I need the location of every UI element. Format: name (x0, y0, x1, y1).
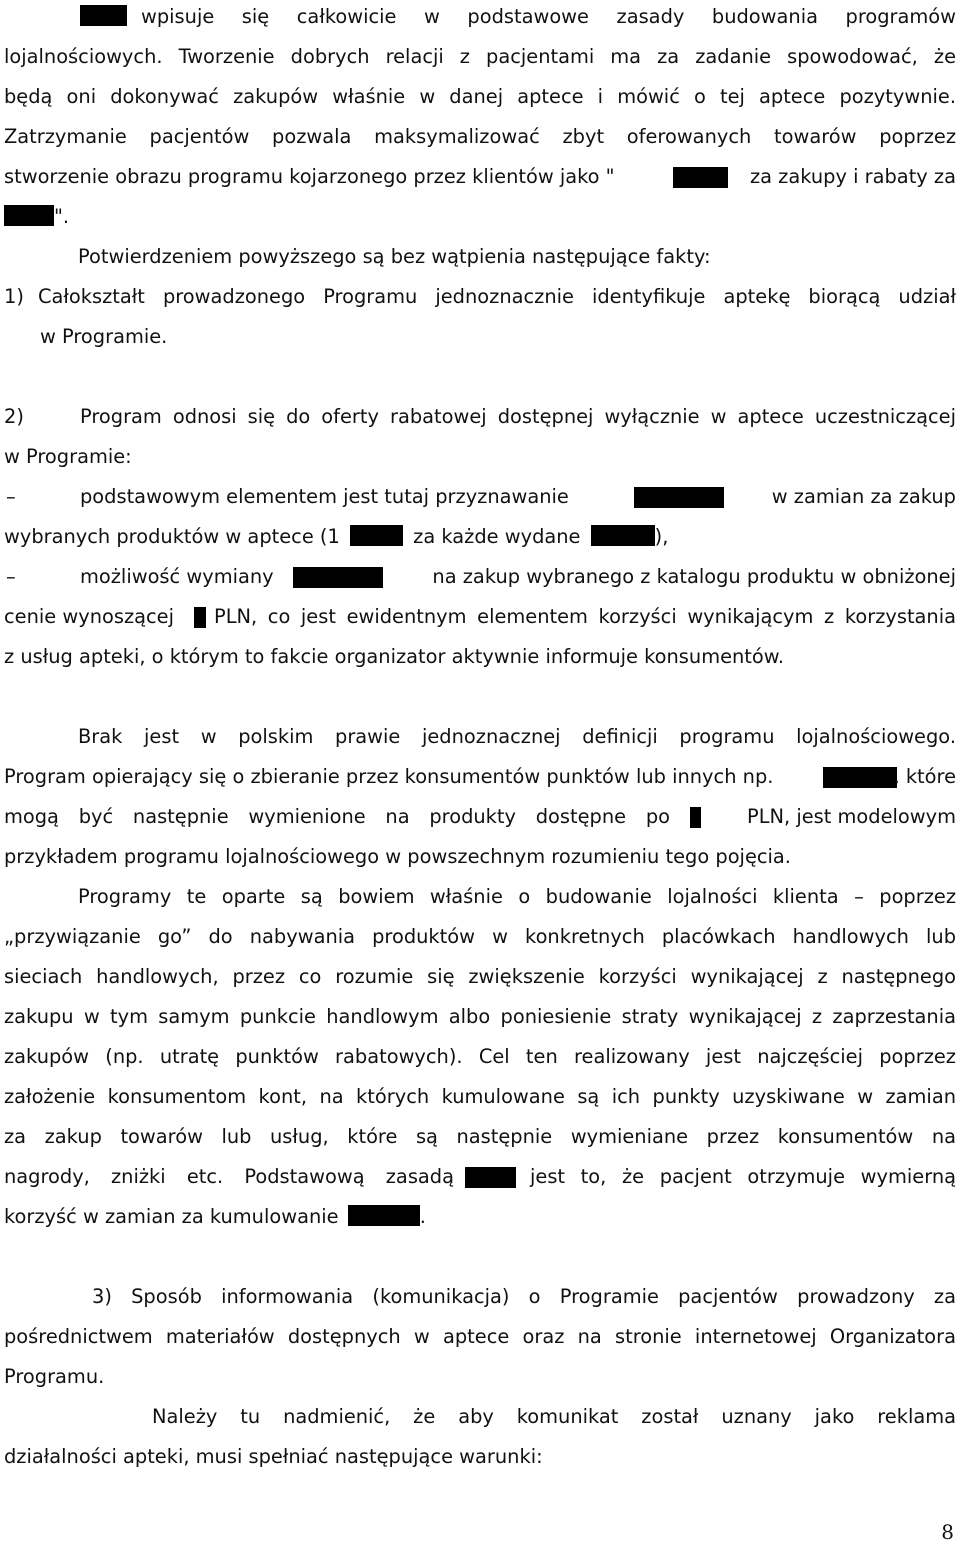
redaction-block (293, 567, 383, 588)
redaction-block (673, 167, 728, 188)
bullet-item: – podstawowym elementem jest tutaj przyznawanie w zamian za zakup (6, 485, 956, 508)
text-line: „przywiązanie go” do nabywania produktów w konkretnych placówkach handlowych lub (4, 925, 956, 948)
redaction-block (591, 525, 655, 546)
text-line: cenie wynoszącej PLN, co jest ewidentnym elementem korzyści wynikającym z korzystania (4, 605, 956, 628)
redaction-block (4, 205, 54, 226)
redaction-block (634, 487, 724, 508)
redaction-block (348, 1205, 420, 1226)
text-line: z usług apteki, o którym to fakcie organizator aktywnie informuje konsumentów. (4, 645, 785, 668)
text-line: 3) Sposób informowania (komunikacja) o Programie pacjentów prowadzony za (92, 1285, 956, 1308)
text-line: przykładem programu lojalnościowego w powszechnym rozumieniu tego pojęcia. (4, 845, 791, 868)
text-line: lojalnościowych. Tworzenie dobrych relacji z pacjentami ma za zadanie spowodować, że (4, 45, 956, 68)
list-item: 2) Program odnosi się do oferty rabatowej dostępnej wyłącznie w aptece uczestniczącej (4, 405, 956, 428)
text-line: ". (4, 197, 956, 237)
text-line: założenie konsumentom kont, na których kumulowane są ich punkty uzyskiwane w zamian (4, 1085, 956, 1108)
text-line: działalności apteki, musi spełniać następujące warunki: (4, 1445, 543, 1468)
text-line: sieciach handlowych, przez co rozumie się zwiększenie korzyści wynikającej z następnego (4, 965, 956, 988)
text-line: korzyść w zamian za kumulowanie . (4, 1205, 426, 1228)
text-line: Programy te oparte są bowiem właśnie o budowanie lojalności klienta – poprzez (78, 885, 956, 908)
redaction-block (194, 607, 206, 628)
text-line: wybranych produktów w aptece (1 za każde wydane ), (4, 525, 669, 548)
text-line: stworzenie obrazu programu kojarzonego przez klientów jako " za zakupy i rabaty za (4, 165, 956, 188)
text-line: mogą być następnie wymienione na produkty dostępne po PLN, jest modelowym (4, 805, 956, 828)
text-line: zakupu w tym samym punkcie handlowym albo poniesienie straty wynikającej z zaprzestania (4, 1005, 956, 1028)
list-item: 1) Całokształt prowadzonego Programu jednoznacznie identyfikuje aptekę biorącą udział (4, 285, 956, 308)
text-line: w Programie. (40, 325, 168, 348)
text-line: Brak jest w polskim prawie jednoznacznej definicji programu lojalnościowego. (78, 725, 956, 748)
redaction-block (465, 1167, 516, 1188)
text-line: Programu. (4, 1365, 105, 1388)
text-line: w Programie: (4, 445, 132, 468)
text-line: wpisuje się całkowicie w podstawowe zasady budowania programów (80, 0, 956, 37)
text-line: Zatrzymanie pacjentów pozwala maksymalizować zbyt oferowanych towarów poprzez (4, 125, 956, 148)
redaction-block (823, 767, 897, 788)
text-line: nagrody, zniżki etc. Podstawową zasadą jest to, że pacjent otrzymuje wymierną (4, 1165, 956, 1188)
text-line: za zakup towarów lub usług, które są następnie wymieniane przez konsumentów na (4, 1125, 956, 1148)
text-line: pośrednictwem materiałów dostępnych w aptece oraz na stronie internetowej Organizatora (4, 1325, 956, 1348)
text-line: Program opierający się o zbieranie przez konsumentów punktów lub innych np. , które (4, 765, 956, 788)
text-line: Potwierdzeniem powyższego są bez wątpienia następujące fakty: (78, 245, 711, 268)
redaction-block (80, 5, 127, 26)
redaction-block (350, 525, 403, 546)
bullet-item: – możliwość wymiany na zakup wybranego z katalogu produktu w obniżonej (6, 565, 956, 588)
page-number: 8 (941, 1520, 954, 1544)
text-line: Należy tu nadmienić, że aby komunikat został uznany jako reklama (152, 1405, 956, 1428)
redaction-block (690, 807, 701, 828)
text-line: zakupów (np. utratę punktów rabatowych). Cel ten realizowany jest najczęściej poprzez (4, 1045, 956, 1068)
text-line: będą oni dokonywać zakupów właśnie w danej aptece i mówić o tej aptece pozytywnie. (4, 85, 956, 108)
